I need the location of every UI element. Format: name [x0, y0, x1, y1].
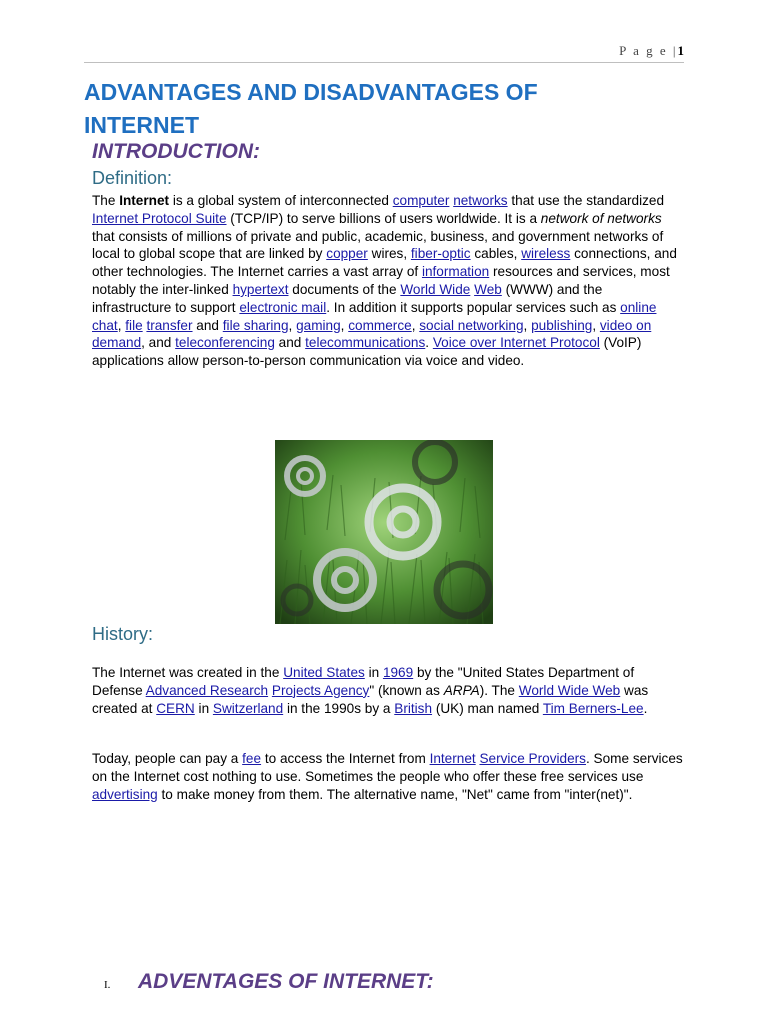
link-commerce[interactable]: commerce [348, 317, 412, 333]
definition-paragraph: The Internet is a global system of interconnected computer networks that use the standardized Internet Protocol Suite (TCP/IP) to serve billions of users worldwide. It is a network of networks that consists of millions of private and public, academic, business, and government networks of local to global scope that are linked by copper wires, fiber-optic cables, wireless connections, and other technologies. The Internet carries a vast array of information resources and services, most notably the inter-linked hypertext documents of the World Wide Web (WWW) and the infrastructure to support electronic mail. In addition it supports popular services such as online chat, file transfer and file sharing, gaming, commerce, social networking, publishing, video on demand, and teleconferencing and telecommunications. Voice over Internet Protocol (VoIP) applications allow person-to-person communication via voice and video. [92, 193, 677, 369]
link-british[interactable]: British [394, 700, 433, 716]
link-file-sharing[interactable]: file sharing [222, 317, 289, 333]
link-world-wide-web[interactable]: World Wide Web [518, 682, 621, 698]
link-projects-agency[interactable]: Projects Agency [271, 682, 370, 698]
link-copper[interactable]: copper [326, 246, 368, 262]
link-file[interactable]: file [125, 317, 143, 333]
history-paragraph: The Internet was created in the United States in 1969 by the "United States Department of Defense Advanced Research Projects Agency" (known as ARPA). The World Wide Web was created at CERN in Switzerland in the 1990s by a British (UK) man named Tim Berners-Lee. [92, 665, 649, 716]
link-publishing[interactable]: publishing [531, 317, 593, 333]
link-world-wide[interactable]: World Wide [400, 281, 471, 297]
definition-heading: Definition: [92, 168, 173, 188]
link-united-states[interactable]: United States [283, 665, 365, 680]
link-switzerland[interactable]: Switzerland [212, 700, 284, 716]
header-rule [84, 62, 684, 63]
link-transfer[interactable]: transfer [146, 317, 193, 333]
link-fee[interactable]: fee [242, 751, 262, 766]
link-telecommunications[interactable]: telecommunications [305, 335, 426, 351]
link-networks[interactable]: networks [453, 193, 508, 208]
link-web[interactable]: Web [474, 281, 502, 297]
link-computer[interactable]: computer [392, 193, 450, 208]
link-wireless[interactable]: wireless [521, 246, 571, 262]
history-heading: History: [92, 624, 154, 644]
link-electronic-mail[interactable]: electronic mail [239, 299, 327, 315]
link-fiber-optic[interactable]: fiber-optic [410, 246, 471, 262]
link-gaming[interactable]: gaming [296, 317, 341, 333]
link-1969[interactable]: 1969 [382, 665, 414, 680]
link-cern[interactable]: CERN [156, 700, 195, 716]
link-voip[interactable]: Voice over Internet Protocol [432, 335, 600, 351]
section-number: I. [104, 979, 111, 991]
document-title: ADVANTAGES AND DISADVANTAGES OF INTERNET [84, 79, 538, 138]
link-video-on-demand[interactable]: video on demand [92, 317, 652, 351]
grass-at-icon [275, 440, 493, 624]
link-teleconferencing[interactable]: teleconferencing [175, 335, 275, 351]
link-advertising[interactable]: advertising [92, 786, 158, 802]
link-information[interactable]: information [421, 264, 490, 280]
link-online-chat[interactable]: online chat [92, 299, 657, 333]
link-advanced-research[interactable]: Advanced Research [145, 682, 269, 698]
link-internet-protocol-suite[interactable]: Internet Protocol Suite [92, 210, 227, 226]
at-sign-on-grass-photo [275, 440, 493, 624]
page-number: P a g e |1 [619, 43, 684, 58]
link-service-providers[interactable]: Service Providers [479, 751, 586, 766]
introduction-heading: INTRODUCTION: [92, 140, 260, 163]
link-hypertext[interactable]: hypertext [232, 281, 289, 297]
link-social-networking[interactable]: social networking [419, 317, 524, 333]
link-internet[interactable]: Internet [429, 751, 476, 766]
link-tim-berners-lee[interactable]: Tim Berners-Lee [542, 700, 644, 716]
advantages-heading: I. ADVENTAGES OF INTERNET: [104, 970, 434, 993]
today-paragraph: Today, people can pay a fee to access the Internet from Internet Service Providers. Some services on the Internet cost nothing to use. Sometimes the people who offer these free services use advertising to make money from them. The alternative name, "Net" came from "inter(net)". [92, 751, 683, 802]
